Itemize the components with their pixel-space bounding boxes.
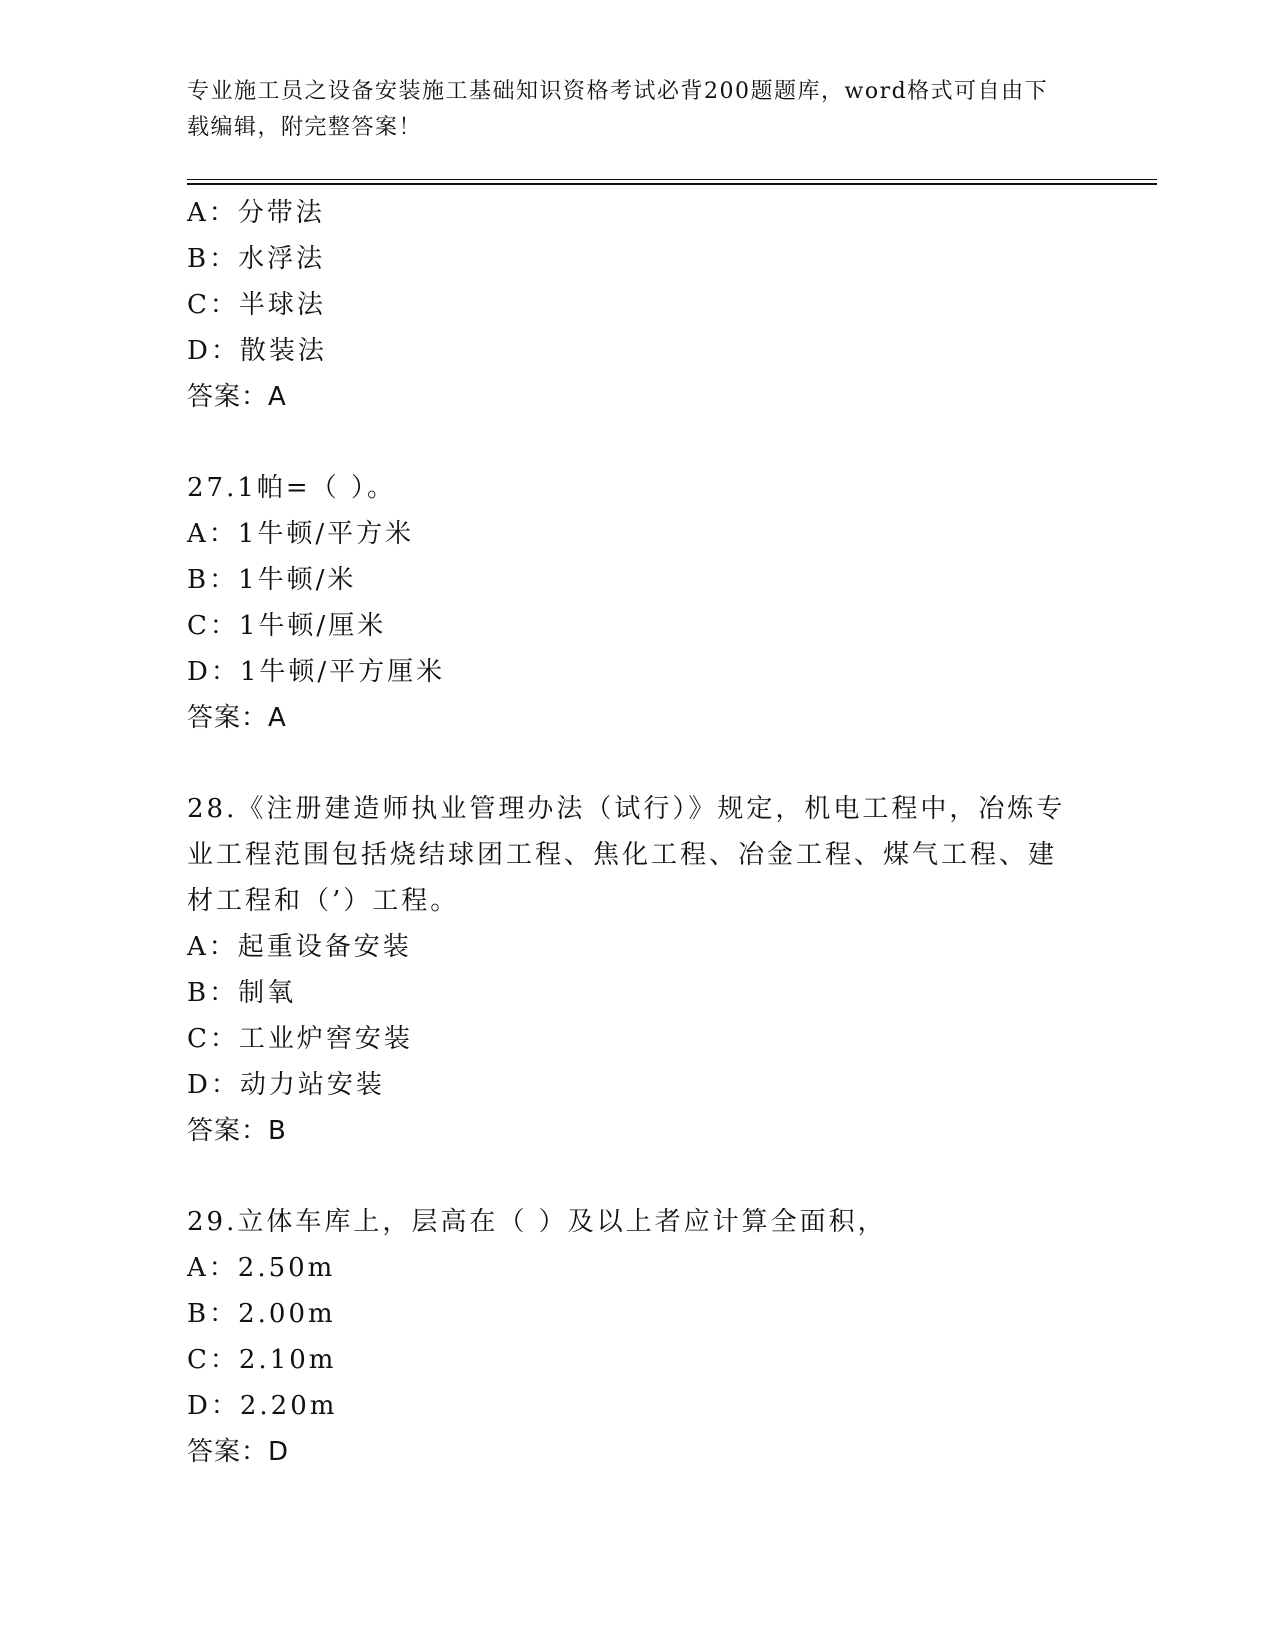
option-c: C：2.10m [187, 1345, 337, 1375]
option-d: D：散装法 [187, 336, 327, 366]
option-b: B：水浮法 [187, 244, 326, 274]
header-rule-thin [187, 179, 1157, 180]
option-b: B：2.00m [187, 1299, 336, 1329]
question-26-block [187, 190, 1087, 420]
answer-line: 答案：A [187, 703, 287, 733]
option-b: B：1牛顿/米 [187, 565, 357, 595]
question-text: 29.立体车库上，层高在（ ）及以上者应计算全面积， [187, 1207, 887, 1237]
question-text: 28.《注册建造师执业管理办法（试行）》规定，机电工程中，冶炼专业工程范围包括烧结球团工程、焦化工程、冶金工程、煤气工程、建材工程和（’）工程。 [187, 794, 1066, 916]
document-header: 专业施工员之设备安装施工基础知识资格考试必背200题题库，word格式可自由下载编辑，附完整答案！ [187, 79, 1049, 140]
answer-line: 答案：D [187, 1437, 290, 1467]
option-a: A：1牛顿/平方米 [187, 519, 415, 549]
question-29-block [187, 1199, 1087, 1475]
question-28-block [187, 786, 1087, 1154]
option-c: C：半球法 [187, 290, 326, 320]
question-27-block [187, 465, 1087, 741]
answer-line: 答案：A [187, 382, 287, 412]
spacer [187, 1154, 1087, 1199]
question-text: 27.1帕=（ ）。 [187, 473, 396, 503]
question-list [187, 190, 1087, 1475]
option-d: D：1牛顿/平方厘米 [187, 657, 446, 687]
option-a: A：2.50m [187, 1253, 336, 1283]
option-a: A：分带法 [187, 198, 325, 228]
option-c: C：1牛顿/厘米 [187, 611, 387, 641]
spacer [187, 741, 1087, 786]
option-b: B：制氧 [187, 978, 297, 1008]
option-d: D：2.20m [187, 1391, 338, 1421]
option-d: D：动力站安装 [187, 1070, 385, 1100]
spacer [187, 420, 1087, 465]
header-rule-thick [187, 183, 1157, 185]
option-a: A：起重设备安装 [187, 932, 412, 962]
option-c: C：工业炉窖安装 [187, 1024, 413, 1054]
answer-line: 答案：B [187, 1116, 287, 1146]
